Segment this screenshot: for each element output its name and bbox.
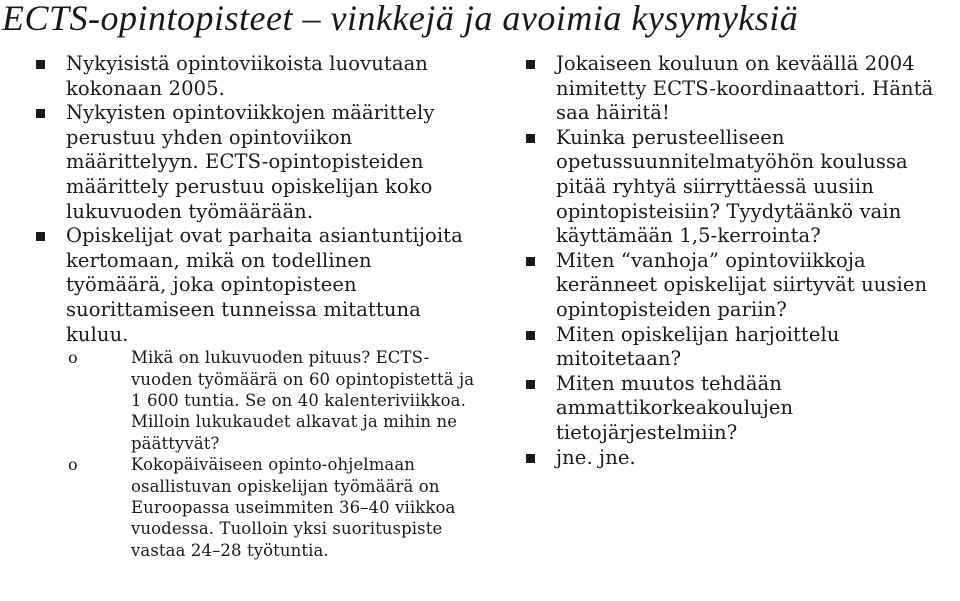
square-bullet-icon <box>526 380 535 389</box>
bullet-item <box>526 126 958 249</box>
bullet-item <box>526 52 958 126</box>
sub-bullet-item <box>36 347 476 454</box>
bullet-item <box>526 249 958 323</box>
bullet-item <box>36 224 476 561</box>
bullet-item <box>36 101 476 224</box>
bullet-text: Miten opiskelijan harjoittelu mitoitetaan? <box>556 322 840 371</box>
square-bullet-icon <box>526 134 535 143</box>
bullet-text: Nykyisten opintoviikkojen määrittely perustuu yhden opintoviikon määrittelyyn. ECTS-opintopisteiden määrittely perustuu opiskelijan koko lukuvuoden työmäärään. <box>66 101 435 223</box>
sub-bullet-text: Mikä on lukuvuoden pituus? ECTS-vuoden työmäärä on 60 opintopistettä ja 1 600 tuntia. Se on 40 kalenteriviikkoa. Milloin lukukaudet alkavat ja mihin ne päättyvät? <box>131 348 475 453</box>
bullet-text: jne. jne. <box>556 445 636 469</box>
bullet-text: Miten “vanhoja” opintoviikkoja keränneet opiskelijat siirtyvät uusien opintopisteiden pariin? <box>556 248 928 321</box>
square-bullet-icon <box>526 60 535 69</box>
square-bullet-icon <box>526 331 535 340</box>
bullet-item <box>36 52 476 101</box>
square-bullet-icon <box>36 109 45 118</box>
slide-title: ECTS-opintopisteet – vinkkejä ja avoimia kysymyksiä <box>2 0 799 38</box>
bullet-text: Jokaiseen kouluun on keväällä 2004 nimitetty ECTS-koordinaattori. Häntä saa häiritä! <box>556 52 934 125</box>
bullet-item <box>526 372 958 446</box>
bullet-item <box>526 446 958 471</box>
sub-bullet-list <box>66 347 476 561</box>
bullet-text: Miten muutos tehdään ammattikorkeakoulujen tietojärjestelmiin? <box>556 371 794 444</box>
circle-bullet-icon: o <box>68 348 78 368</box>
bullet-text: Opiskelijat ovat parhaita asiantuntijoita kertomaan, mikä on todellinen työmäärä, joka opintopisteen suorittamiseen tunneissa mitattuna kuluu. <box>66 224 463 346</box>
sub-bullet-text: Kokopäiväiseen opinto-ohjelmaan osallistuvan opiskelijan työmäärä on Euroopassa useimmiten 36–40 viikkoa vuodessa. Tuolloin yksi suorituspiste vastaa 24–28 työtuntia. <box>131 455 456 560</box>
square-bullet-icon <box>36 232 45 241</box>
right-bullet-list <box>526 52 958 470</box>
square-bullet-icon <box>526 454 535 463</box>
square-bullet-icon <box>526 257 535 266</box>
bullet-item <box>526 323 958 372</box>
sub-bullet-item <box>36 454 476 561</box>
circle-bullet-icon: o <box>68 455 78 475</box>
square-bullet-icon <box>36 60 45 69</box>
bullet-text: Nykyisistä opintoviikoista luovutaan kokonaan 2005. <box>66 52 428 100</box>
left-bullet-list <box>36 52 476 561</box>
bullet-text: Kuinka perusteelliseen opetussuunnitelmatyöhön koulussa pitää ryhtyä siirryttäessä uusiin opintopisteisiin? Tyydytäänkö vain käyttämään 1,5-kerrointa? <box>556 125 908 248</box>
